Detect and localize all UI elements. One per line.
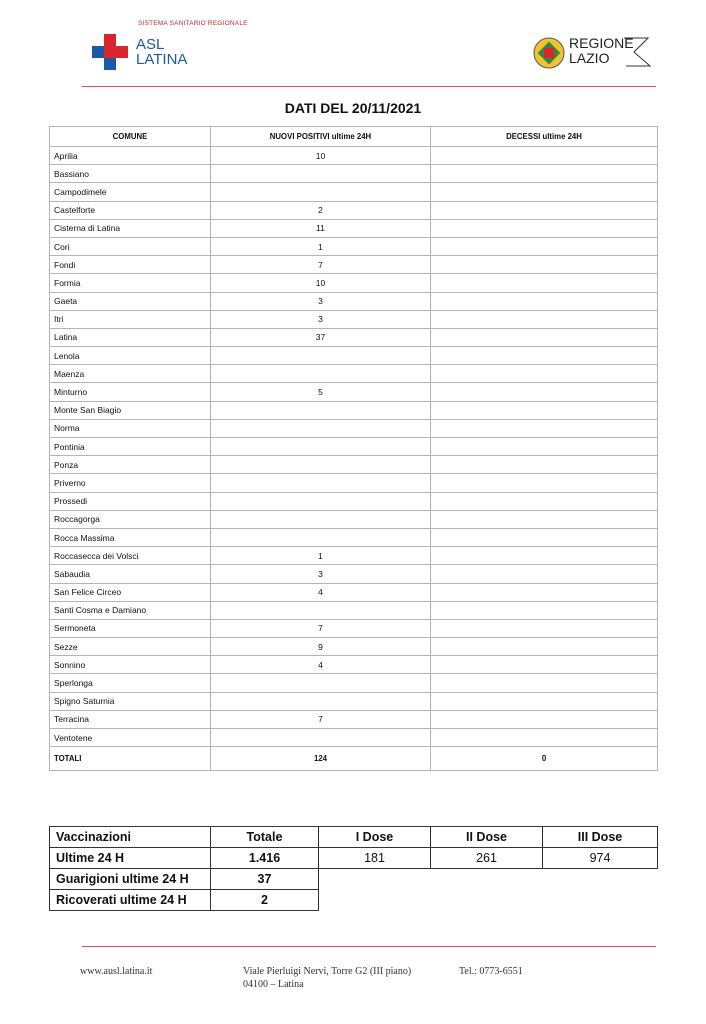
table-row	[50, 474, 658, 492]
guarigioni-row	[50, 869, 658, 890]
vacc-dose2-value: 261	[431, 848, 543, 869]
positivi-cell	[211, 692, 431, 710]
table-row	[50, 401, 658, 419]
table-row	[50, 547, 658, 565]
decessi-cell	[431, 674, 658, 692]
positivi-cell: 11	[211, 219, 431, 237]
regione-lazio-name: REGIONE LAZIO	[569, 35, 634, 66]
vacc-dose3-value: 974	[543, 848, 658, 869]
decessi-cell	[431, 365, 658, 383]
decessi-cell	[431, 292, 658, 310]
decessi-cell	[431, 401, 658, 419]
comune-cell: Maenza	[50, 365, 211, 383]
decessi-cell	[431, 328, 658, 346]
decessi-cell	[431, 219, 658, 237]
positivi-cell: 1	[211, 547, 431, 565]
decessi-cell	[431, 183, 658, 201]
system-label: SISTEMA SANITARIO REGIONALE	[138, 20, 248, 27]
positivi-cell	[211, 438, 431, 456]
positivi-cell: 4	[211, 583, 431, 601]
decessi-cell	[431, 474, 658, 492]
positivi-cell	[211, 347, 431, 365]
decessi-cell	[431, 456, 658, 474]
decessi-cell	[431, 547, 658, 565]
comune-cell: Spigno Saturnia	[50, 692, 211, 710]
table-row	[50, 528, 658, 546]
header-comune: COMUNE	[50, 127, 211, 147]
table-row	[50, 419, 658, 437]
ricoverati-label: Ricoverati ultime 24 H	[50, 890, 211, 911]
decessi-cell	[431, 438, 658, 456]
comune-cell: Cisterna di Latina	[50, 219, 211, 237]
comuni-table	[49, 126, 658, 771]
positivi-cell: 2	[211, 201, 431, 219]
comune-cell: Ponza	[50, 456, 211, 474]
table-row	[50, 328, 658, 346]
table-row	[50, 383, 658, 401]
table-row	[50, 656, 658, 674]
comune-cell: Castelforte	[50, 201, 211, 219]
comune-cell: Roccagorga	[50, 510, 211, 528]
decessi-cell	[431, 638, 658, 656]
positivi-cell	[211, 401, 431, 419]
decessi-cell	[431, 601, 658, 619]
comune-cell: Prossedi	[50, 492, 211, 510]
vacc-label: Vaccinazioni	[50, 827, 211, 848]
comune-cell: Sabaudia	[50, 565, 211, 583]
comune-cell: Fondi	[50, 256, 211, 274]
footer-phone: Tel.: 0773-6551	[459, 966, 523, 977]
decessi-cell	[431, 583, 658, 601]
positivi-cell: 3	[211, 565, 431, 583]
table-row	[50, 256, 658, 274]
positivi-cell	[211, 165, 431, 183]
table-row	[50, 710, 658, 728]
summary-header-dose3: III Dose	[543, 827, 658, 848]
header-positivi: NUOVI POSITIVI ultime 24H	[211, 127, 431, 147]
positivi-cell	[211, 601, 431, 619]
asl-cross-logo-icon	[92, 34, 128, 70]
comune-cell: Aprilia	[50, 147, 211, 165]
comune-cell: Monte San Biagio	[50, 401, 211, 419]
summary-header-row	[50, 827, 658, 848]
comune-cell: Campodimele	[50, 183, 211, 201]
table-row	[50, 183, 658, 201]
decessi-cell	[431, 383, 658, 401]
table-row	[50, 237, 658, 255]
comune-cell: Sperlonga	[50, 674, 211, 692]
totals-row	[50, 747, 658, 771]
table-row	[50, 219, 658, 237]
comune-cell: Rocca Massima	[50, 528, 211, 546]
header-decessi: DECESSI ultime 24H	[431, 127, 658, 147]
table-row	[50, 619, 658, 637]
table-row	[50, 729, 658, 747]
positivi-cell: 10	[211, 147, 431, 165]
decessi-cell	[431, 619, 658, 637]
comune-cell: Gaeta	[50, 292, 211, 310]
footer-address: Viale Pierluigi Nervi, Torre G2 (III piano) 04100 – Latina	[243, 966, 412, 990]
positivi-cell	[211, 492, 431, 510]
comune-cell: Sermoneta	[50, 619, 211, 637]
guarigioni-value: 37	[211, 869, 319, 890]
decessi-cell	[431, 492, 658, 510]
decessi-cell	[431, 528, 658, 546]
decessi-cell	[431, 274, 658, 292]
positivi-cell: 7	[211, 710, 431, 728]
ricoverati-row	[50, 890, 658, 911]
decessi-cell	[431, 565, 658, 583]
decessi-cell	[431, 692, 658, 710]
asl-name: ASL LATINA	[136, 36, 188, 68]
table-header-row	[50, 127, 658, 147]
positivi-cell: 7	[211, 619, 431, 637]
comune-cell: Itri	[50, 310, 211, 328]
positivi-cell	[211, 474, 431, 492]
decessi-cell	[431, 510, 658, 528]
table-row	[50, 147, 658, 165]
table-row	[50, 274, 658, 292]
positivi-cell: 7	[211, 256, 431, 274]
table-row	[50, 492, 658, 510]
positivi-cell: 4	[211, 656, 431, 674]
comune-cell: Sonnino	[50, 656, 211, 674]
positivi-cell: 9	[211, 638, 431, 656]
comune-cell: Santi Cosma e Damiano	[50, 601, 211, 619]
table-row	[50, 565, 658, 583]
positivi-cell	[211, 510, 431, 528]
comune-cell: Norma	[50, 419, 211, 437]
table-row	[50, 347, 658, 365]
vacc-dose1-value: 181	[319, 848, 431, 869]
comune-cell: Sezze	[50, 638, 211, 656]
decessi-cell	[431, 656, 658, 674]
table-row	[50, 201, 658, 219]
footer-divider	[82, 946, 656, 947]
summary-values-row	[50, 848, 658, 869]
decessi-cell	[431, 710, 658, 728]
positivi-cell: 3	[211, 310, 431, 328]
table-row	[50, 583, 658, 601]
footer-website[interactable]: www.ausl.latina.it	[80, 966, 153, 977]
vacc-totale-value: 1.416	[211, 848, 319, 869]
comune-cell: Roccasecca dei Volsci	[50, 547, 211, 565]
comune-cell: Priverno	[50, 474, 211, 492]
comune-cell: Minturno	[50, 383, 211, 401]
comune-cell: Cori	[50, 237, 211, 255]
decessi-cell	[431, 237, 658, 255]
regione-lazio-lines-icon	[620, 36, 654, 68]
vacc-sub-label: Ultime 24 H	[50, 848, 211, 869]
guarigioni-label: Guarigioni ultime 24 H	[50, 869, 211, 890]
positivi-cell: 1	[211, 237, 431, 255]
positivi-cell	[211, 528, 431, 546]
table-row	[50, 601, 658, 619]
summary-table	[49, 826, 658, 911]
totals-label: TOTALI	[50, 747, 211, 771]
decessi-cell	[431, 256, 658, 274]
totals-positivi: 124	[211, 747, 431, 771]
table-row	[50, 638, 658, 656]
table-row	[50, 165, 658, 183]
header-divider	[82, 86, 656, 87]
table-row	[50, 292, 658, 310]
table-row	[50, 365, 658, 383]
table-row	[50, 310, 658, 328]
table-row	[50, 438, 658, 456]
summary-header-dose1: I Dose	[319, 827, 431, 848]
decessi-cell	[431, 310, 658, 328]
regione-lazio-emblem-icon	[532, 36, 566, 70]
comune-cell: Formia	[50, 274, 211, 292]
decessi-cell	[431, 729, 658, 747]
positivi-cell	[211, 365, 431, 383]
table-row	[50, 456, 658, 474]
decessi-cell	[431, 419, 658, 437]
ricoverati-value: 2	[211, 890, 319, 911]
decessi-cell	[431, 165, 658, 183]
positivi-cell: 3	[211, 292, 431, 310]
summary-header-dose2: II Dose	[431, 827, 543, 848]
positivi-cell: 37	[211, 328, 431, 346]
decessi-cell	[431, 147, 658, 165]
positivi-cell	[211, 729, 431, 747]
positivi-cell	[211, 456, 431, 474]
positivi-cell	[211, 183, 431, 201]
decessi-cell	[431, 201, 658, 219]
table-row	[50, 674, 658, 692]
comune-cell: San Felice Circeo	[50, 583, 211, 601]
comune-cell: Lenola	[50, 347, 211, 365]
comune-cell: Ventotene	[50, 729, 211, 747]
comune-cell: Bassiano	[50, 165, 211, 183]
positivi-cell	[211, 674, 431, 692]
comune-cell: Latina	[50, 328, 211, 346]
comune-cell: Pontinia	[50, 438, 211, 456]
summary-header-totale: Totale	[211, 827, 319, 848]
page-title: DATI DEL 20/11/2021	[284, 100, 422, 116]
table-row	[50, 692, 658, 710]
comune-cell: Terracina	[50, 710, 211, 728]
totals-decessi: 0	[431, 747, 658, 771]
positivi-cell: 5	[211, 383, 431, 401]
positivi-cell: 10	[211, 274, 431, 292]
table-row	[50, 510, 658, 528]
positivi-cell	[211, 419, 431, 437]
decessi-cell	[431, 347, 658, 365]
